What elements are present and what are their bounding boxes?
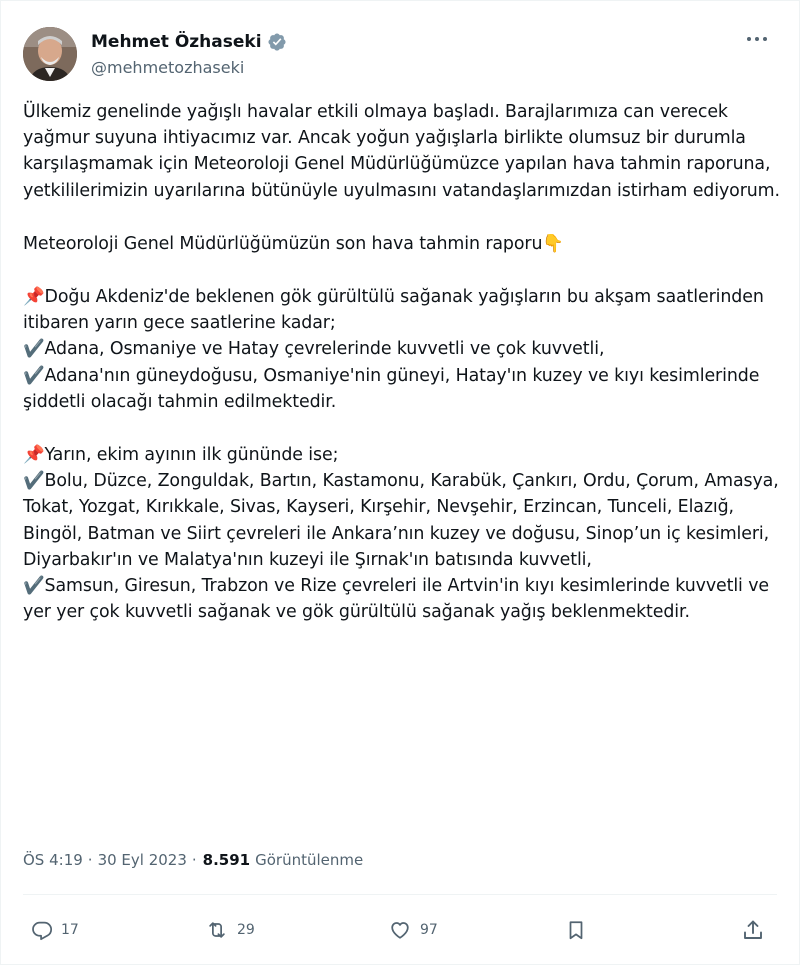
more-dots-icon[interactable] — [743, 29, 771, 49]
retweet-icon — [205, 919, 229, 941]
tweet-paragraph: 📌Yarın, ekim ayının ilk gününde ise; ✔️Bolu, Düzce, Zonguldak, Bartın, Kastamonu, Karabük, Çankırı, Ordu, Çorum, Amasya, Tokat, Yozgat, Kırıkkale, Sivas, Kayseri, Kırşehir, Nevşehir, Erzincan, Tunceli, Elazığ, Bingöl, Batman ve Siirt çevreleri ile Ankara’nın kuzey ve doğusu, Sinop’un iç kesimleri, Diyarbakır'ın ve Malatya'nın kuzeyi ile Şırnak'ın batısında kuvvetli, ✔️Samsun, Giresun, Trabzon ve Rize çevreleri ile Artvin'in kıyı kesimlerinde kuvvetli ve yer yer çok kuvvetli sağanak ve gök gürültülü sağanak yağış beklenmektedir. — [23, 445, 779, 623]
author-handle[interactable]: @mehmetozhaseki — [91, 58, 245, 77]
action-bar — [23, 913, 777, 947]
reply-icon — [31, 919, 53, 941]
tweet-paragraph: Ülkemiz genelinde yağışlı havalar etkili olmaya başladı. Barajlarımıza can verecek yağmur suyuna ihtiyacımız var. Ancak yoğun yağışlarla birlikte olumsuz bir durumla karşılaşmamak için Meteoroloji Genel Müdürlüğümüzce yapılan hava tahmin raporuna, yetkililerimizin uyarılarına bütünüyle uyulmasını vatandaşlarımızdan istirham ediyorum. — [23, 102, 780, 201]
heart-icon — [388, 919, 412, 941]
share-icon — [741, 918, 765, 942]
tweet-paragraph: Meteoroloji Genel Müdürlüğümüzün son hava tahmin raporu👇 — [23, 233, 564, 254]
tweet-text — [23, 99, 783, 625]
reply-button[interactable] — [31, 913, 79, 947]
bookmark-icon — [565, 918, 587, 942]
tweet-meta — [23, 851, 363, 869]
views-count: 8.591 — [202, 851, 251, 869]
like-count: 97 — [420, 922, 438, 938]
like-button[interactable] — [388, 913, 438, 947]
author-names — [91, 31, 287, 77]
meta-separator: · — [87, 851, 93, 869]
meta-separator: · — [191, 851, 197, 869]
reply-count: 17 — [61, 922, 79, 938]
retweet-count: 29 — [237, 922, 255, 938]
share-button[interactable] — [741, 913, 765, 947]
tweet-paragraph: 📌Doğu Akdeniz'de beklenen gök gürültülü sağanak yağışların bu akşam saatlerinden itibaren yarın gece saatlerine kadar; ✔️Adana, Osmaniye ve Hatay çevrelerinde kuvvetli ve çok kuvvetli, ✔️Adana'nın güneydoğusu, Osmaniye'nin güneyi, Hatay'ın kuzey ve kıyı kesimlerinde şiddetli olacağı tahmin edilmektedir. — [23, 287, 764, 412]
divider — [23, 894, 777, 895]
tweet-date[interactable]: 30 Eyl 2023 — [97, 851, 187, 869]
author-display-name[interactable]: Mehmet Özhaseki — [91, 32, 262, 52]
retweet-button[interactable] — [205, 913, 255, 947]
views-label: Görüntülenme — [255, 851, 364, 869]
bookmark-button[interactable] — [565, 913, 587, 947]
verified-badge-icon — [267, 32, 287, 52]
avatar[interactable] — [23, 27, 77, 81]
tweet-time[interactable]: ÖS 4:19 — [23, 851, 83, 869]
tweet-header — [23, 25, 777, 81]
